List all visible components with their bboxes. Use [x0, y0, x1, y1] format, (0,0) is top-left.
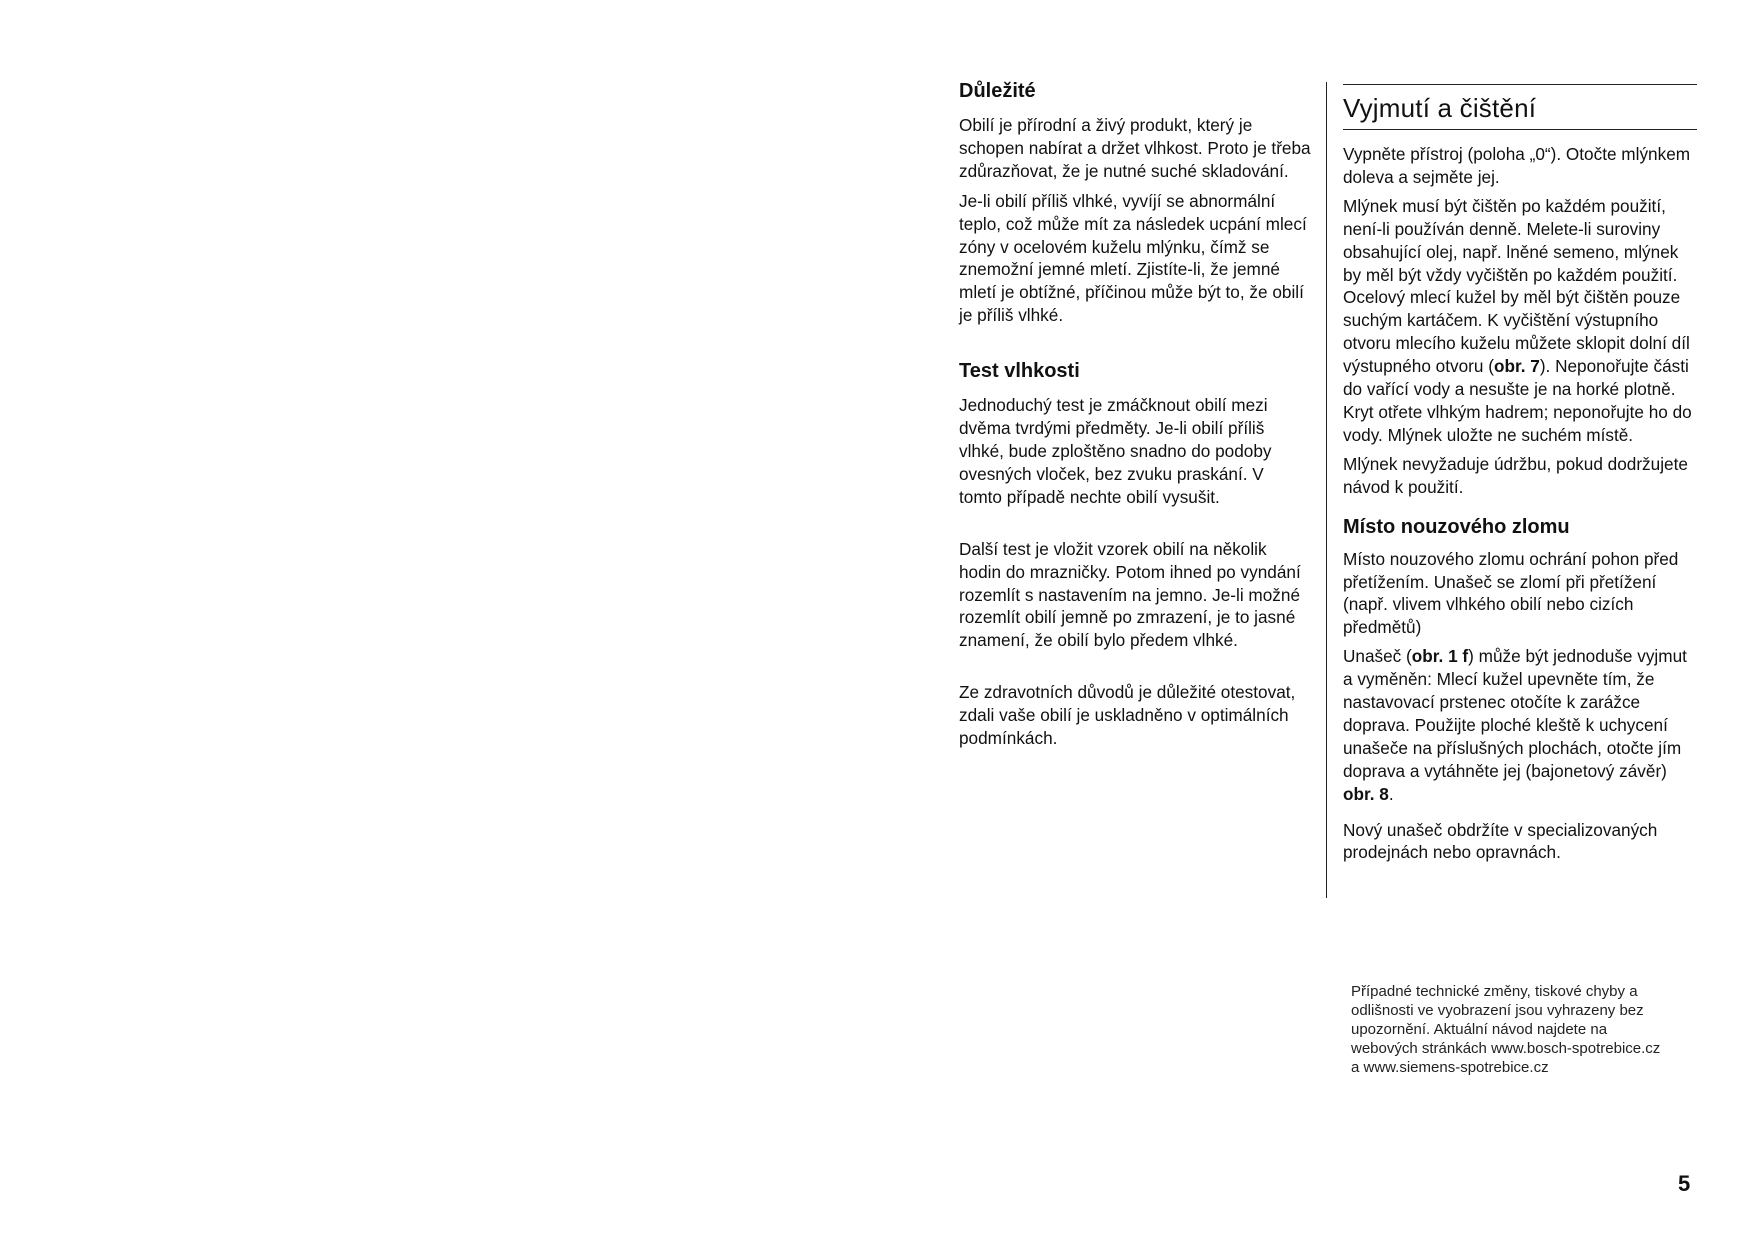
disclaimer-footnote: Případné technické změny, tiskové chyby a odlišnosti ve vyobrazení jsou vyhrazeny bez upozornění. Aktuální návod najdete na webových stránkách www.bosch-spotrebice.cz a www.siemens-spotrebice.cz — [1351, 983, 1661, 1076]
left-column — [959, 78, 1311, 750]
removal-paragraph-2: Mlýnek musí být čištěn po každém použití, není-li používán denně. Melete-li suroviny obsahující olej, např. lněné semeno, mlýnek by měl být vždy vyčištěn po každém použití. Ocelový mlecí kužel by měl být čištěn pouze suchým kartáčem. K vyčištění výstupního otvoru mlecího kuželu můžete sklopit dolní díl výstupného otvoru (obr. 7). Neponořujte části do vařící vody a nesušte je na horké plotně. Kryt otřete vlhkým hadrem; neponořujte ho do vody. Mlýnek uložte ne suchém místě. — [1343, 195, 1692, 445]
moisture-test-paragraph-3: Ze zdravotních důvodů je důležité otestovat, zdali vaše obilí je uskladněno v optimálních podmínkách. — [959, 682, 1296, 749]
figure-ref-1f: obr. 1 f — [1411, 646, 1469, 667]
removal-cleaning-title: Vyjmutí a čištění — [1343, 93, 1537, 123]
breakpoint-paragraph-2: Unašeč (obr. 1 f) může být jednoduše vyjmut a vyměněn: Mlecí kužel upevněte tím, že nastavovací prstenec otočíte k zarážce doprava. Použijte ploché kleště k uchycení unašeče na příslušných plochách, otočte jím doprava a vytáhněte jej (bajonetový závěr) obr. 8. — [1343, 646, 1687, 804]
moisture-test-paragraph-1: Jednoduchý test je zmáčknout obilí mezi dvěma tvrdými předměty. Je-li obilí příliš vlhké, bude zploštěno snadno do podoby ovesných vloček, bez zvuku praskání. V tomto případě nechte obilí vysušit. — [959, 395, 1272, 507]
page-number: 5 — [1678, 1171, 1691, 1196]
important-heading: Důležité — [959, 80, 1036, 102]
column-divider — [1326, 82, 1327, 898]
breakpoint-paragraph-3: Nový unašeč obdržíte v specializovaných prodejnách nebo opravnách. — [1343, 819, 1658, 863]
moisture-test-heading: Test vlhkosti — [959, 360, 1080, 383]
breakpoint-heading: Místo nouzového zlomu — [1343, 515, 1570, 538]
important-paragraph-2: Je-li obilí příliš vlhké, vyvíjí se abnormální teplo, což může mít za následek ucpání mlecí zóny v ocelovém kuželu mlýnku, čímž se znemožní jemné mletí. Zjistíte-li, že jemné mletí je obtížné, příčinou může být to, že obilí je příliš vlhké. — [959, 190, 1307, 326]
breakpoint-paragraph-1: Místo nouzového zlomu ochrání pohon před přetížením. Unašeč se zlomí při přetížení (např. vlivem vlhkého obilí nebo cizích předmětů) — [1343, 548, 1679, 638]
moisture-test-paragraph-2: Další test je vložit vzorek obilí na několik hodin do mrazničky. Potom ihned po vyndání rozemlít s nastavením na jemno. Je-li možné rozemlít obilí jemně po zmrazení, je to jasné znamení, že obilí bylo předem vlhké. — [959, 538, 1301, 651]
section-title-box — [1343, 84, 1697, 130]
important-paragraph-1: Obilí je přírodní a živý produkt, který je schopen nabírat a držet vlhkost. Proto je třeba zdůrazňovat, že je nutné suché skladování. — [959, 115, 1311, 181]
figure-ref-8: obr. 8 — [1343, 783, 1389, 804]
right-column — [1343, 84, 1697, 864]
figure-ref-7: obr. 7 — [1493, 356, 1540, 377]
removal-paragraph-3: Mlýnek nevyžaduje údržbu, pokud dodržujete návod k použití. — [1343, 453, 1688, 497]
removal-paragraph-1: Vypněte přístroj (poloha „0“). Otočte mlýnkem doleva a sejměte jej. — [1343, 144, 1691, 187]
